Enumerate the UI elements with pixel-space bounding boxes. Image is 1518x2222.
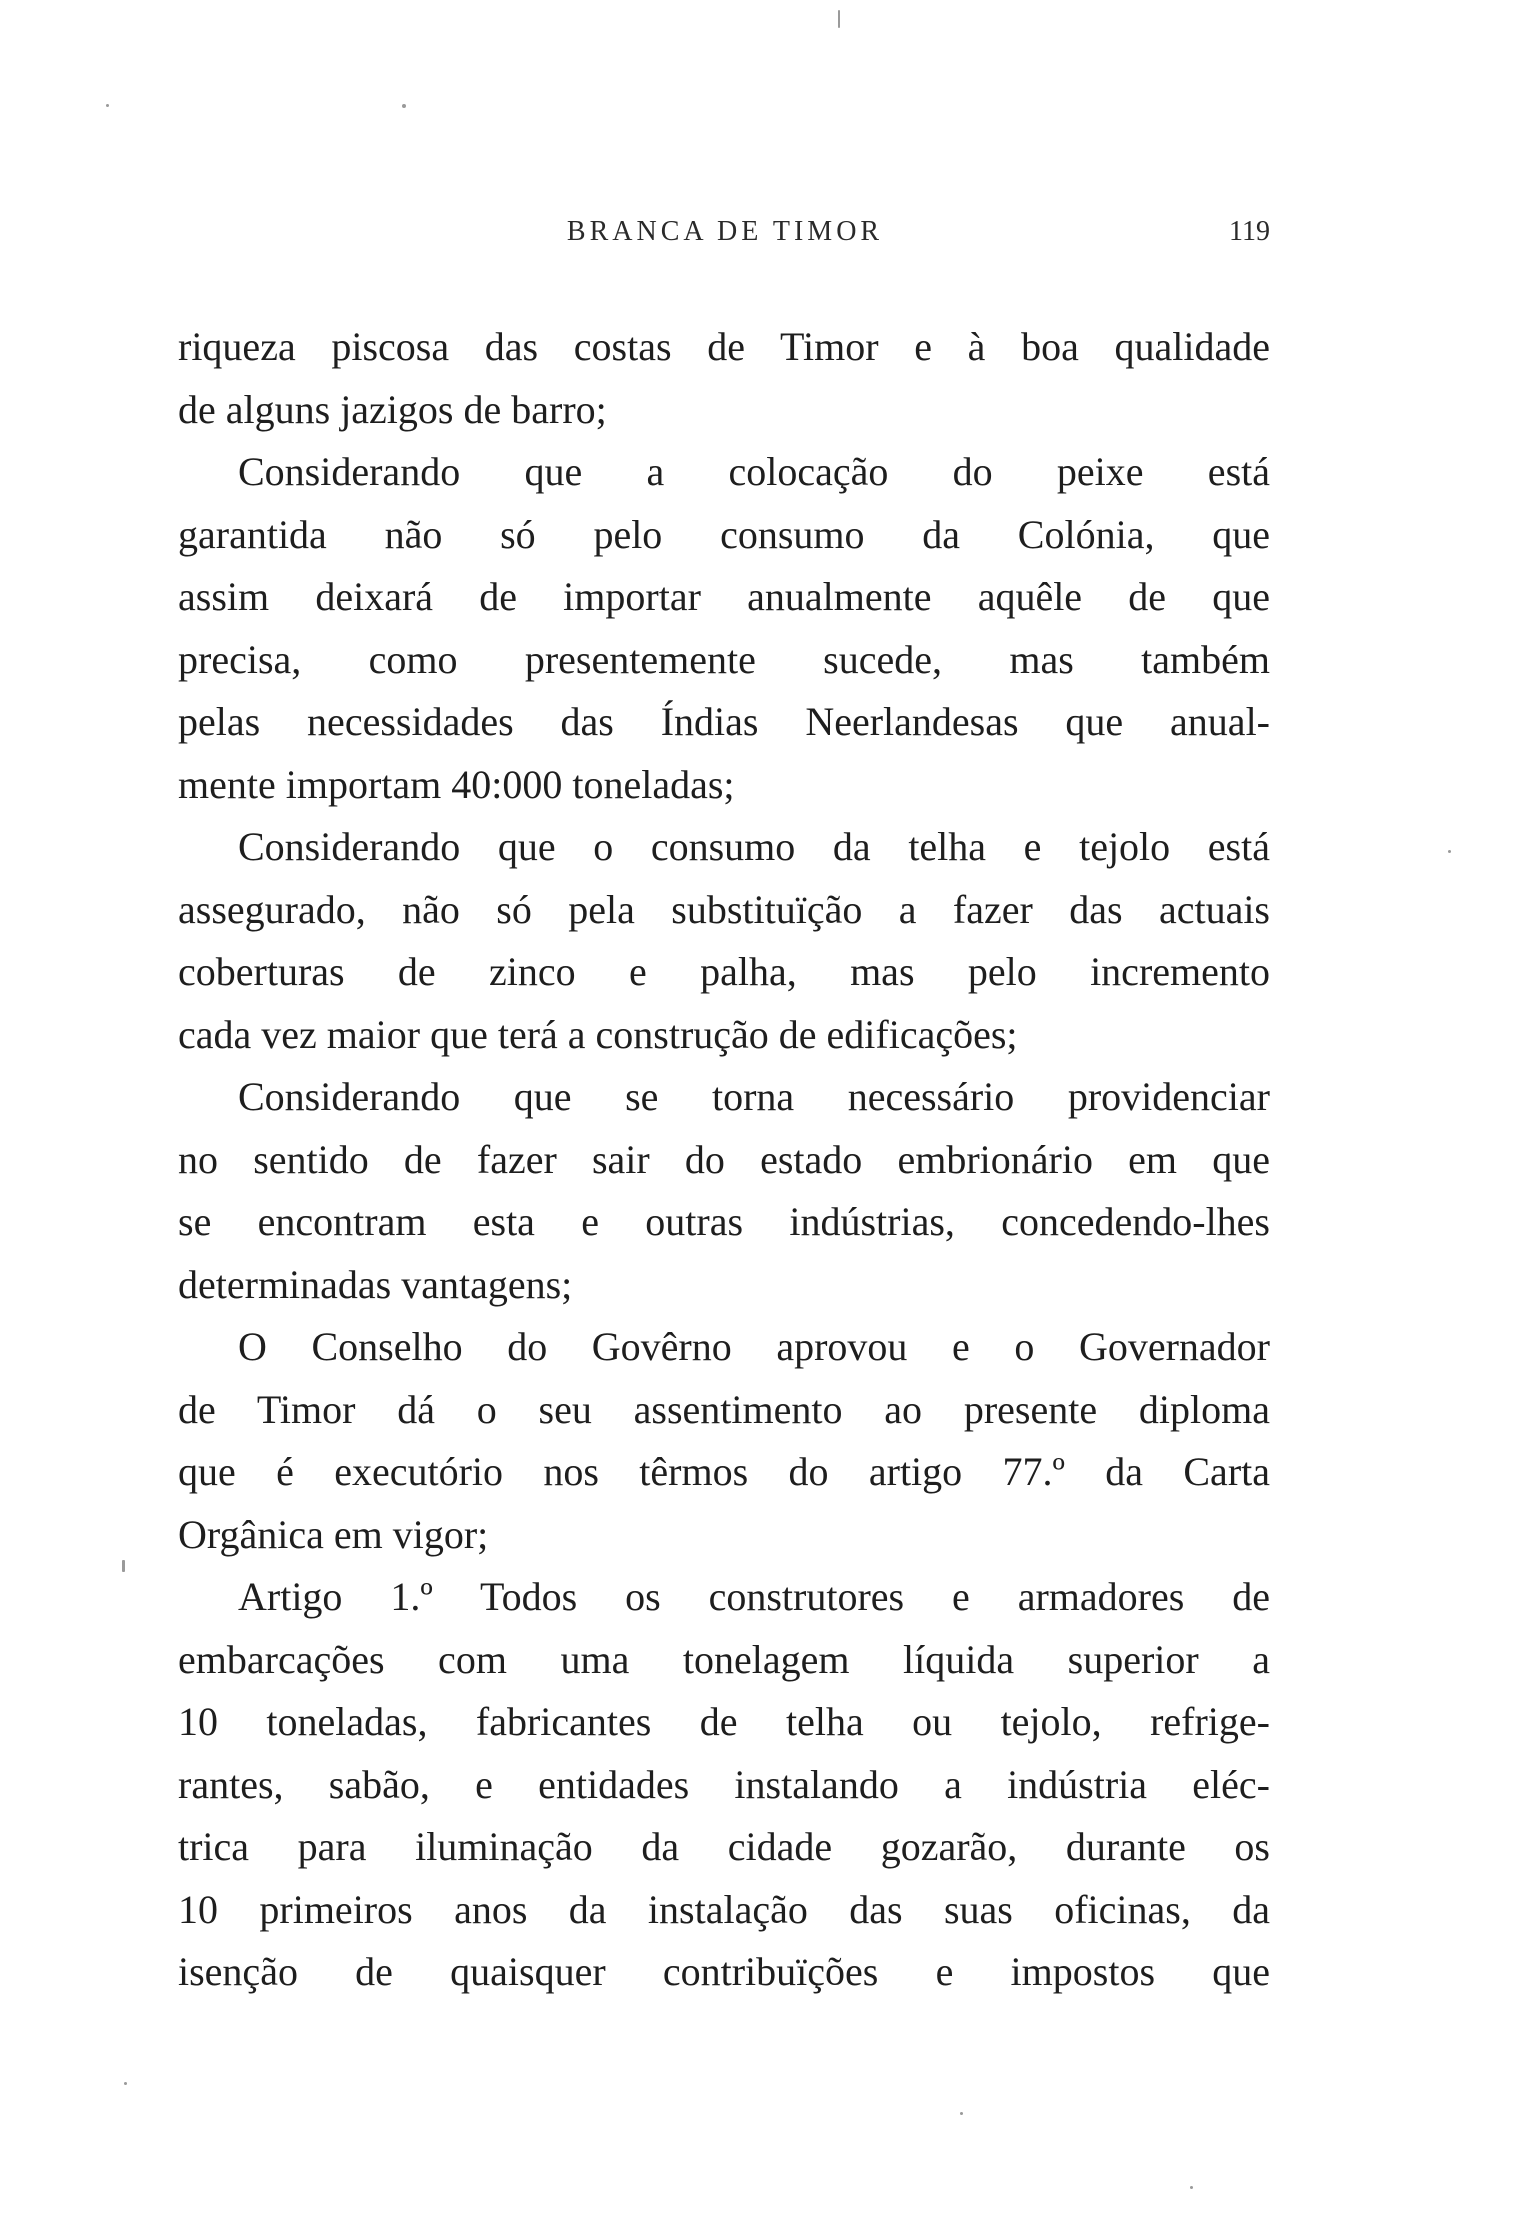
paragraph-5 xyxy=(178,1316,1270,1566)
text-line: coberturas de zinco e palha, mas pelo incremento xyxy=(178,949,1270,994)
paragraph-6 xyxy=(178,1566,1270,2004)
text-line: pelas necessidades das Índias Neerlandesas que anual- xyxy=(178,699,1270,744)
text-line: cada vez maior que terá a construção de edificações; xyxy=(178,1011,1018,1057)
scan-speck xyxy=(402,104,406,108)
running-head xyxy=(180,216,1270,256)
scan-speck xyxy=(960,2112,963,2115)
body-text xyxy=(178,316,1270,2004)
text-line: de Timor dá o seu assentimento ao presente diploma xyxy=(178,1386,1270,1432)
text-line: determinadas vantagens; xyxy=(178,1261,573,1307)
page-number: 119 xyxy=(1229,216,1270,247)
text-line: trica para iluminação da cidade gozarão, durante os xyxy=(178,1824,1270,1869)
text-line: mente importam 40:000 toneladas; xyxy=(178,761,735,807)
text-line: que é executório nos têrmos do artigo 77.º da Carta xyxy=(178,1449,1270,1494)
text-line: isenção de quaisquer contribuïções e impostos que xyxy=(178,1949,1270,1994)
text-line: se encontram esta e outras indústrias, concedendo-lhes xyxy=(178,1199,1270,1244)
text-line: 10 primeiros anos da instalação das suas oficinas, da xyxy=(178,1886,1270,1932)
text-line: Considerando que a colocação do peixe está xyxy=(238,449,1270,494)
text-line: Considerando que o consumo da telha e tejolo está xyxy=(238,824,1270,869)
scan-speck xyxy=(106,104,109,107)
text-line: assegurado, não só pela substituïção a fazer das actuais xyxy=(178,886,1270,932)
text-line: 10 toneladas, fabricantes de telha ou tejolo, refrige- xyxy=(178,1699,1270,1744)
paragraph-1 xyxy=(178,316,1270,441)
paragraph-4 xyxy=(178,1066,1270,1316)
text-line: Considerando que se torna necessário providenciar xyxy=(238,1074,1270,1119)
running-title: BRANCA DE TIMOR xyxy=(566,216,884,247)
text-line: garantida não só pelo consumo da Colónia, que xyxy=(178,511,1270,557)
text-line: embarcações com uma tonelagem líquida superior a xyxy=(178,1636,1270,1682)
text-line: rantes, sabão, e entidades instalando a indústria eléc- xyxy=(178,1761,1270,1807)
scan-speck xyxy=(838,10,840,28)
text-line: no sentido de fazer sair do estado embrionário em que xyxy=(178,1136,1270,1182)
text-line: riqueza piscosa das costas de Timor e à boa qualidade xyxy=(178,324,1270,369)
scan-speck xyxy=(1448,850,1451,853)
text-line: Orgânica em vigor; xyxy=(178,1511,489,1557)
text-line: precisa, como presentemente sucede, mas também xyxy=(178,636,1270,682)
text-line: Artigo 1.º Todos os construtores e armadores de xyxy=(238,1574,1270,1619)
text-line: O Conselho do Govêrno aprovou e o Governador xyxy=(238,1324,1270,1369)
scan-speck xyxy=(124,2082,127,2085)
paragraph-3 xyxy=(178,816,1270,1066)
scan-speck xyxy=(122,1560,125,1572)
scan-speck xyxy=(1190,2186,1193,2189)
text-line: de alguns jazigos de barro; xyxy=(178,386,607,432)
text-line: assim deixará de importar anualmente aquêle de que xyxy=(178,574,1270,619)
paragraph-2 xyxy=(178,441,1270,816)
